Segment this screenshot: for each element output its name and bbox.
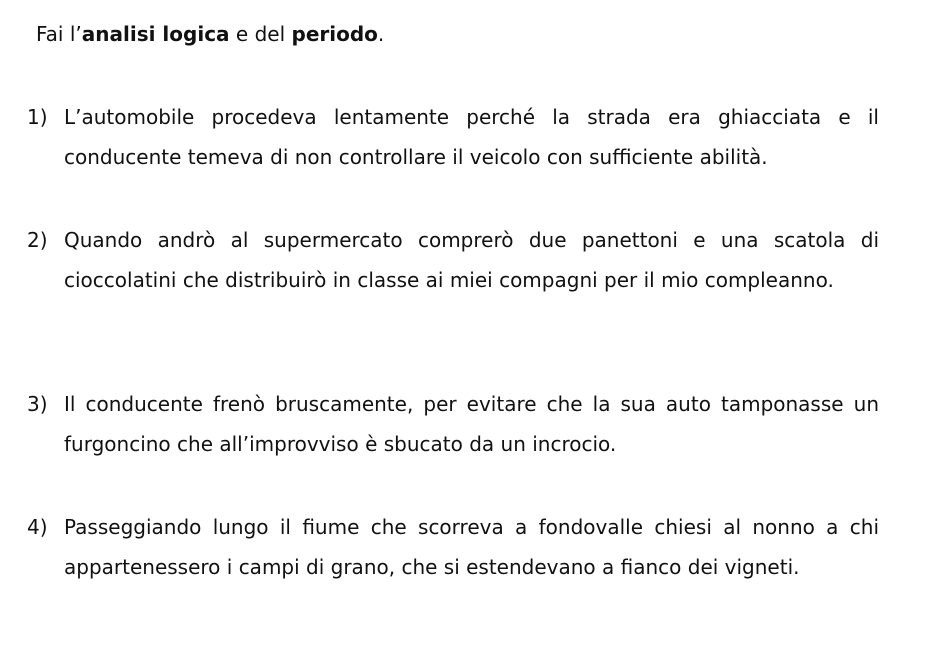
instruction-suffix: .	[377, 22, 385, 46]
exercise-sentence: L’automobile procedeva lentamente perché la strada era ghiacciata e il conducente temeva di non controllare il veicolo con sufficiente abilità.	[64, 105, 879, 169]
instruction-prefix: Fai l’	[36, 22, 82, 46]
instruction-middle: e del	[229, 22, 292, 46]
exercise-number: 2)	[27, 228, 48, 252]
instruction-bold-logica: analisi logica	[81, 22, 230, 46]
instruction-bold-periodo: periodo	[291, 22, 378, 46]
exercise-number: 4)	[27, 515, 48, 539]
exercise-sentence: Passeggiando lungo il fiume che scorreva a fondovalle chiesi al nonno a chi appartenessero i campi di grano, che si estendevano a fianco dei vigneti.	[64, 515, 879, 579]
exercise-number: 1)	[27, 105, 48, 129]
exercise-item-4	[27, 507, 879, 587]
exercise-number: 3)	[27, 392, 48, 416]
exercise-sentence: Il conducente frenò bruscamente, per evitare che la sua auto tamponasse un furgoncino che all’improvviso è sbucato da un incrocio.	[64, 392, 879, 456]
exercise-item-2	[27, 220, 879, 300]
exercise-item-3	[27, 384, 879, 464]
exercise-item-1	[27, 97, 879, 177]
exercise-sentence: Quando andrò al supermercato comprerò due panettoni e una scatola di cioccolatini che distribuirò in classe ai miei compagni per il mio compleanno.	[64, 228, 879, 292]
exercise-instruction	[36, 20, 384, 48]
